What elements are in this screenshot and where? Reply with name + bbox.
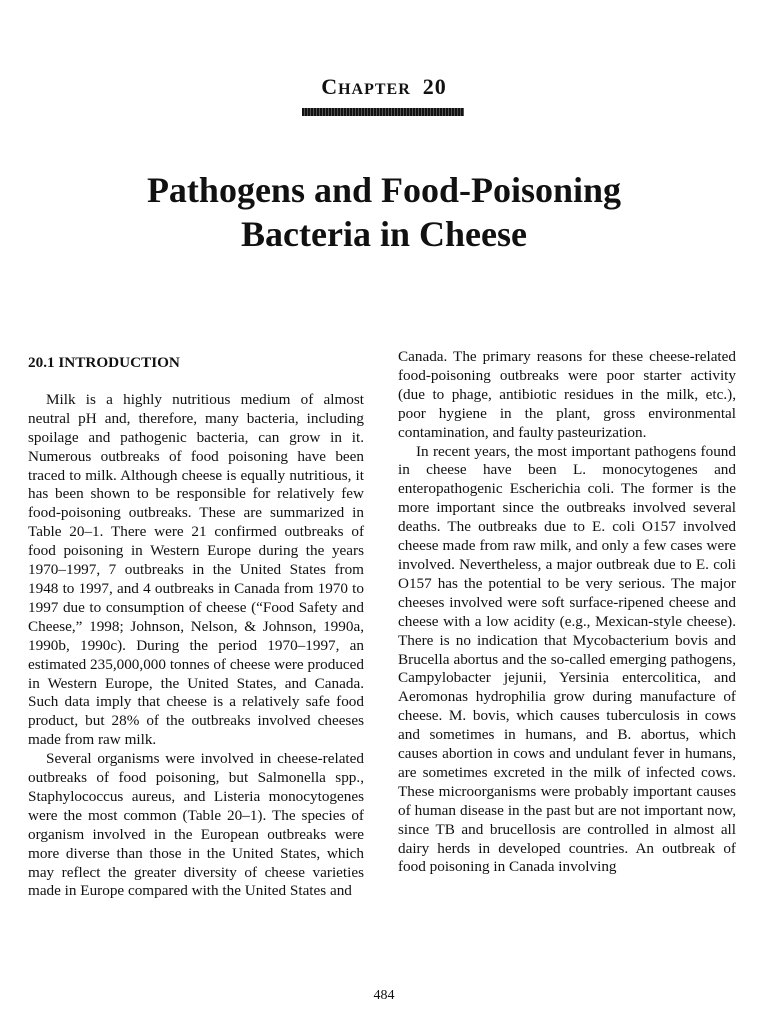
chapter-number: 20 <box>422 74 447 99</box>
chapter-title <box>0 168 768 256</box>
section-heading: 20.1 INTRODUCTION <box>28 354 180 371</box>
paragraph: Several organisms were involved in cheese-related outbreaks of food poisoning, but Salmonella spp., Staphylococcus aureus, and Listeria monocytogenes were the most common (Table 20–1). The species of organism involved in the European outbreaks were more diverse than those in the United States, which may reflect the greater diversity of cheese varieties made in Europe compared with the United States and <box>28 750 364 900</box>
left-column <box>28 348 364 901</box>
title-line-1: Pathogens and Food-Poisoning <box>146 170 622 210</box>
title-line-2: Bacteria in Cheese <box>241 214 527 254</box>
right-column <box>398 348 736 877</box>
chapter-initial: C <box>321 74 339 99</box>
paragraph: Milk is a highly nutritious medium of almost neutral pH and, therefore, many bacteria, including spoilage and pathogenic bacteria, can grow in it. Numerous outbreaks of food poisoning have been traced to milk. Although cheese is equally nutritious, it has been shown to be responsible for relatively few food-poisoning outbreaks. These are summarized in Table 20–1. There were 21 confirmed outbreaks of food poisoning in Western Europe during the years 1970–1997, 7 outbreaks in the United States from 1948 to 1997, and 4 outbreaks in Canada from 1970 to 1997 due to consumption of cheese (“Food Safety and Cheese,” 1998; Johnson, Nelson, & Johnson, 1990a, 1990b, 1990c). During the period 1970–1997, an estimated 235,000,000 tonnes of cheese were produced in Western Europe, the United States, and Canada. Such data imply that cheese is a relatively safe food product, but 28% of the outbreaks involved cheeses made from raw milk. <box>28 390 364 749</box>
page-number: 484 <box>373 988 395 1003</box>
paragraph: In recent years, the most important pathogens found in cheese have been L. monocytogenes and enteropathogenic Escherichia coli. The former is the more important since the outbreaks involved several deaths. The outbreaks due to E. coli O157 involved cheese made from raw milk, and only a few cases were involved. Nevertheless, a major outbreak due to E. coli O157 has the potential to be very serious. The major cheeses involved were soft surface-ripened cheese and cheese with a low acidity (e.g., Mexican-style cheese). There is no indication that Mycobacterium bovis and Brucella abortus and the so-called emerging pathogens, Campylobacter jejunii, Yersinia entercolitica, and Aeromonas hydrophilia grow during manufacture of cheese. M. bovis, which causes tuberculosis in cows and sometimes in humans, and B. abortus, which causes abortion in cows and undulant fever in humans, are sometimes excreted in the milk of infected cows. These microorganisms were probably important causes of human disease in the past but are not important now, since TB and brucellosis are controlled in almost all dairy herds in developed countries. An outbreak of food poisoning in Canada involving <box>398 442 736 876</box>
chapter-rule <box>302 108 464 116</box>
paragraph: Canada. The primary reasons for these cheese-related food-poisoning outbreaks were poor starter activity (due to phage, antibiotic residues in the milk, etc.), poor hygiene in the plant, gross environmental contamination, and faulty pasteurization. <box>398 348 736 441</box>
chapter-word: HAPTER <box>338 81 411 98</box>
chapter-label <box>0 74 768 100</box>
